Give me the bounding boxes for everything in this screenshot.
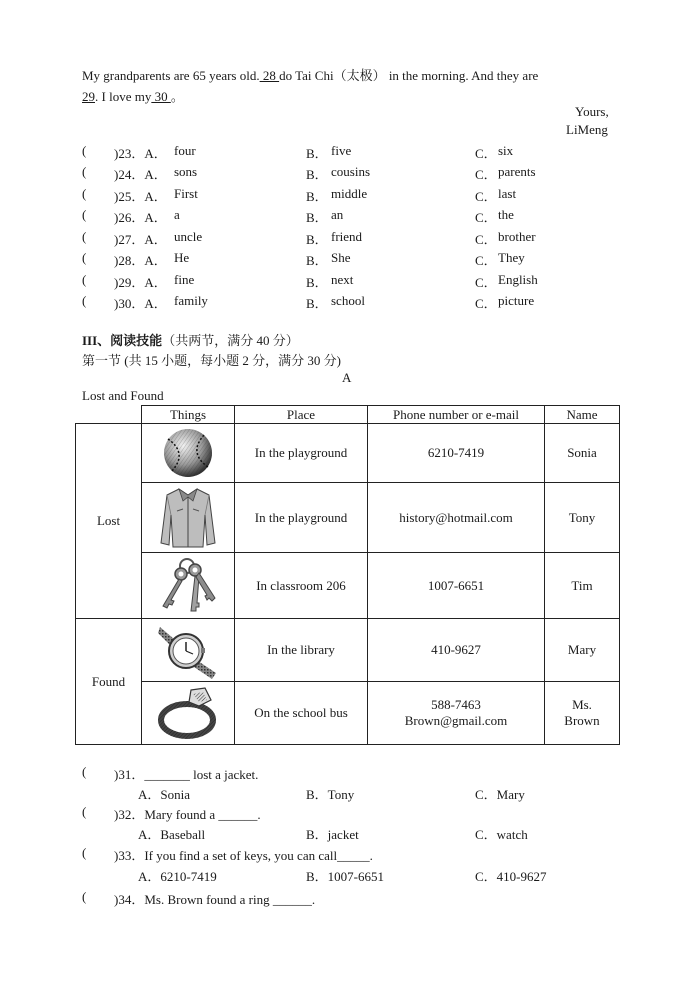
letter-signature: LiMeng [566,122,608,137]
option-c: picture [498,293,535,308]
name-cell: Mary [545,619,620,682]
table-row [76,424,620,483]
letter-closing: Yours, [575,104,609,119]
name-title: Ms. [572,697,592,712]
place-cell: In the playground [235,483,368,553]
option-c: C．410-9627 [475,869,547,884]
question-number: )24．A． [114,167,167,182]
question-number: )29．A． [114,275,167,290]
thing-cell [142,483,235,553]
contact-cell: history@hotmail.com [368,483,545,553]
option-b: next [331,272,354,287]
option-c-label: C． [475,189,497,204]
question-32-options [82,824,642,844]
option-b-label: B． [306,232,328,247]
question-stem: )33．If you find a set of keys, you can call_____. [114,848,373,863]
cloze-question [82,164,642,184]
option-c: last [498,186,517,201]
option-c: C．watch [475,827,528,842]
group-found: Found [76,619,142,745]
option-a: A．6210-7419 [138,869,217,884]
name-cell: Tony [545,483,620,553]
question-number: )27．A． [114,232,167,247]
option-b: friend [331,229,363,244]
question-stem: )34．Ms. Brown found a ring ______. [114,892,316,907]
option-a: fine [174,272,195,287]
contact-cell: 1007-6651 [368,553,545,619]
question-31 [82,764,642,784]
contact-phone: 588-7463 [431,697,481,712]
option-c-label: C． [475,167,497,182]
option-a: He [174,250,190,265]
option-b-label: B． [306,146,328,161]
place-cell: In the playground [235,424,368,483]
table-row [76,553,620,619]
option-b: She [331,250,351,265]
option-c: the [498,207,514,222]
option-b: middle [331,186,368,201]
contact-cell [368,682,545,745]
option-c-label: C． [475,275,497,290]
name-cell: Tim [545,553,620,619]
letter-text: My grandparents are 65 years old. [82,68,260,83]
watch-icon [156,621,220,679]
answer-paren: ( [82,845,87,860]
option-a: family [174,293,208,308]
passage-letter: A [342,370,352,385]
question-number: )28．A． [114,253,167,268]
thing-cell [142,553,235,619]
option-b: B．Tony [306,787,355,802]
blank-28: 28 [259,68,280,83]
question-number: )25．A． [114,189,167,204]
letter-text: . I love my [95,89,152,104]
option-b-label: B． [306,296,328,311]
section-title: III、阅读技能 [82,333,163,348]
answer-paren: ( [82,272,87,287]
ring-icon [155,684,221,742]
name-cell: Sonia [545,424,620,483]
option-b-label: B． [306,210,328,225]
option-b: school [331,293,365,308]
letter-text: 。 [170,89,184,104]
option-a: four [174,143,196,158]
option-b-label: B． [306,275,328,290]
section-heading [82,330,299,349]
cloze-question [82,250,642,270]
cloze-question [82,229,642,249]
option-c-label: C． [475,210,497,225]
option-c-label: C． [475,253,497,268]
baseball-icon [158,427,218,479]
question-31-options [82,784,642,804]
answer-paren: ( [82,804,87,819]
table-title: Lost and Found [82,388,164,403]
contact-cell: 410-9627 [368,619,545,682]
option-c-label: C． [475,146,497,161]
name-cell [545,682,620,745]
question-33 [82,845,642,865]
name-surname: Brown [564,713,600,728]
question-number: )23．A． [114,146,167,161]
option-c-label: C． [475,296,497,311]
table-row [76,682,620,745]
answer-paren: ( [82,143,87,158]
option-a: A．Sonia [138,787,191,802]
answer-paren: ( [82,764,87,779]
section-score: （共两节，满分 40 分） [162,333,299,348]
blank-30: 30 [151,89,171,104]
option-b-label: B． [306,189,328,204]
blank-29: 29 [82,89,95,104]
option-b-label: B． [306,253,328,268]
answer-paren: ( [82,207,87,222]
option-b: five [331,143,352,158]
option-b: an [331,207,344,222]
option-a: A．Baseball [138,827,206,842]
answer-paren: ( [82,186,87,201]
answer-paren: ( [82,293,87,308]
option-c: six [498,143,514,158]
option-b: cousins [331,164,370,179]
thing-cell [142,619,235,682]
group-lost: Lost [76,424,142,619]
contact-email: Brown@gmail.com [404,713,508,728]
header-name: Name [545,406,620,424]
option-c: parents [498,164,536,179]
option-c: English [498,272,538,287]
option-a: a [174,207,180,222]
option-b: B．1007-6651 [306,869,385,884]
letter-line-1 [82,65,538,84]
answer-paren: ( [82,229,87,244]
option-c: brother [498,229,536,244]
place-cell: In classroom 206 [235,553,368,619]
table-header-row [76,406,620,424]
part-heading: 第一节 (共 15 小题，每小题 2 分，满分 30 分) [82,353,341,368]
jacket-icon [157,485,219,551]
letter-line-2 [82,86,184,105]
table-row [76,619,620,682]
option-a: sons [174,164,198,179]
cloze-question [82,207,642,227]
contact-cell: 6210-7419 [368,424,545,483]
answer-paren: ( [82,889,87,904]
header-place: Place [235,406,368,424]
header-contact: Phone number or e-mail [368,406,545,424]
option-c-label: C． [475,232,497,247]
cloze-question [82,186,642,206]
table-row [76,483,620,553]
question-33-options [82,866,642,886]
option-b-label: B． [306,167,328,182]
question-stem: )32．Mary found a ______. [114,807,261,822]
cloze-question [82,143,642,163]
question-stem: )31．_______ lost a jacket. [114,767,259,782]
cloze-question [82,293,642,313]
keys-icon [155,556,221,616]
option-a: uncle [174,229,203,244]
letter-text: do Tai Chi（太极） in the morning. And they are [279,68,539,83]
place-cell: In the library [235,619,368,682]
answer-paren: ( [82,164,87,179]
question-number: )26．A． [114,210,167,225]
place-cell: On the school bus [235,682,368,745]
lost-found-table [75,405,620,745]
question-number: )30．A． [114,296,167,311]
option-b: B．jacket [306,827,359,842]
answer-paren: ( [82,250,87,265]
thing-cell [142,682,235,745]
thing-cell [142,424,235,483]
option-c: They [498,250,525,265]
empty-header [76,406,142,424]
cloze-question [82,272,642,292]
option-a: First [174,186,198,201]
option-c: C．Mary [475,787,525,802]
header-things: Things [142,406,235,424]
question-34 [82,889,642,909]
question-32 [82,804,642,824]
